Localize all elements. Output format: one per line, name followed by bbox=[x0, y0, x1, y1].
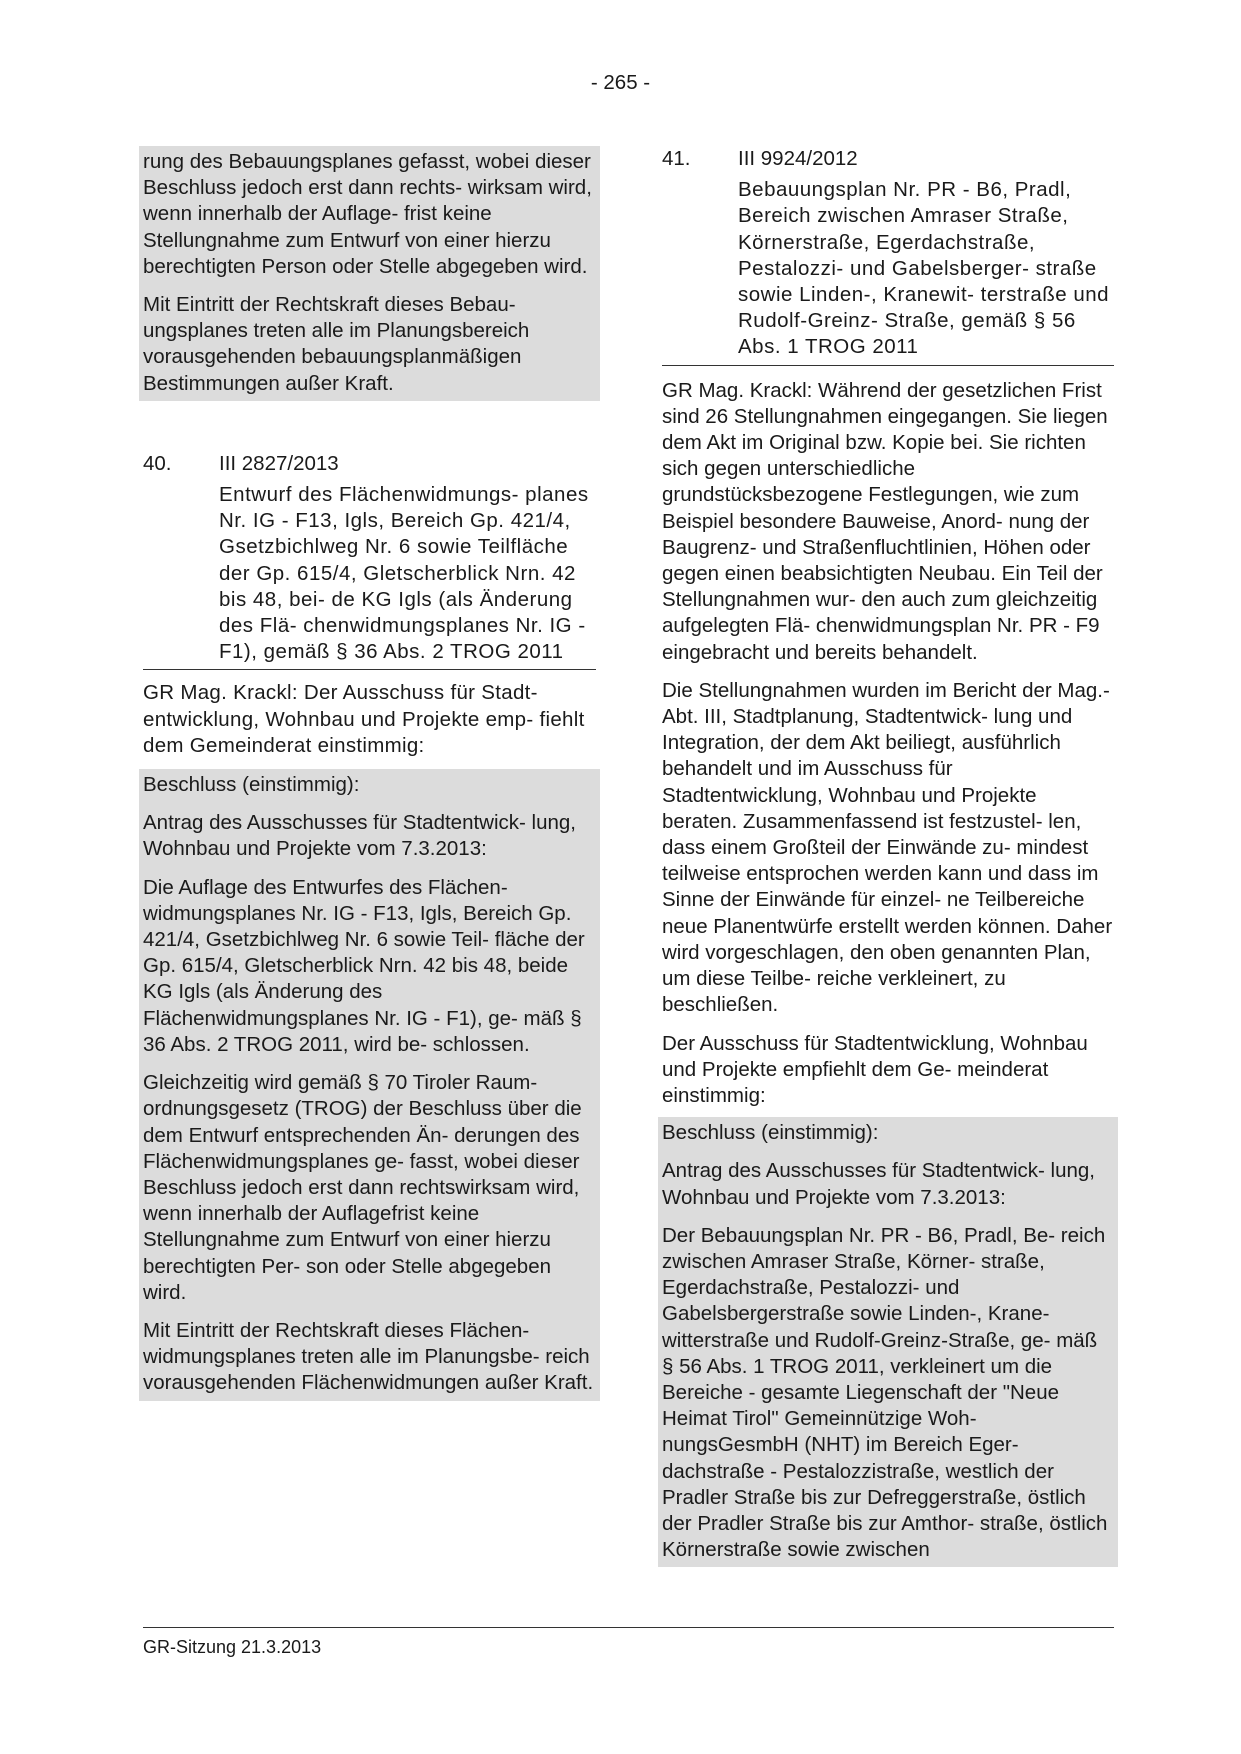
item-number: 40. bbox=[143, 451, 172, 475]
resolution-block bbox=[139, 769, 600, 1400]
resolution-heading: Beschluss (einstimmig): bbox=[662, 1121, 879, 1145]
continued-paragraph-1: rung des Bebauungsplanes gefasst, wobei dieser Beschluss jedoch erst dann rechts- wirksam wird, wenn innerhalb der Auflage- frist keine Stellungnahme zum Entwurf von einer hierzu berechtigten Person oder Stelle abgegeben wird. bbox=[143, 150, 592, 278]
footer-session-date: GR-Sitzung 21.3.2013 bbox=[143, 1637, 322, 1657]
footer-divider bbox=[143, 1627, 1114, 1628]
resolution-heading: Beschluss (einstimmig): bbox=[143, 773, 360, 797]
resolution-paragraph-1: Die Auflage des Entwurfes des Flächen- widmungsplanes Nr. IG - F13, Igls, Bereich Gp. 421/4, Gsetzbichlweg Nr. 6 sowie Teil- fläche der Gp. 615/4, Gletscherblick Nrn. 42 bis 48, beide KG Igls (als Änderung des Flächenwidmungsplanes Nr. IG - F1), ge- mäß § 36 Abs. 2 TROG 2011, wird be- schlossen. bbox=[143, 875, 585, 1056]
right-column bbox=[662, 146, 1114, 1567]
item-reference: III 9924/2012 bbox=[738, 147, 858, 170]
speaker-paragraph: GR Mag. Krackl: Während der gesetzlichen Frist sind 26 Stellungnahmen eingegangen. Sie liegen dem Akt im Original bzw. Kopie bei. Sie richten sich gegen unterschiedliche grundstücksbezogene Festlegungen, wie zum Beispiel besondere Bauweise, Anord- nung der Baugrenz- und Straßenfluchtlinien, Höhen oder gegen einen beabsichtigten Neubau. Ein Teil der Stellungnahmen wur- den auch zum gleichzeitig aufgelegten Flä- chenwidmungsplan Nr. PR - F9 eingebracht und bereits behandelt. bbox=[662, 378, 1108, 664]
agenda-item-40 bbox=[143, 451, 596, 671]
resolution-paragraph-1: Der Bebauungsplan Nr. PR - B6, Pradl, Be- reich zwischen Amraser Straße, Körner- straße, Egerdachstraße, Pestalozzi- und Gabelsbergerstraße sowie Linden-, Krane- witterstraße und Rudolf-Greinz-Straße, ge- mäß § 56 Abs. 1 TROG 2011, verkleinert um die Bereiche - gesamte Liegenschaft der "Neue Heimat Tirol" Gemeinnützige Woh- nungsGesmbH (NHT) im Bereich Eger- dachstraße - Pestalozzistraße, westlich der Pradler Straße bis zur Defreggerstraße, östlich der Pradler Straße bis zur Amthor- straße, östlich Körnerstraße sowie zwischen bbox=[662, 1223, 1108, 1562]
resolution-paragraph-2: Gleichzeitig wird gemäß § 70 Tiroler Raum- ordnungsgesetz (TROG) der Beschluss über die dem Entwurf entsprechenden Än- derungen des Flächenwidmungsplanes ge- fasst, wobei dieser Beschluss jedoch erst dann rechtswirksam wird, wenn innerhalb der Auflagefrist keine Stellungnahme zum Entwurf von einer hierzu berechtigten Per- son oder Stelle abgegeben wird. bbox=[143, 1071, 582, 1304]
item-title: Bebauungsplan Nr. PR - B6, Pradl, Bereich zwischen Amraser Straße, Körnerstraße, Egerdachstraße, Pestalozzi- und Gabelsberger- straße sowie Linden-, Kranewit- terstraße und Rudolf-Greinz- Straße, gemäß § 56 Abs. 1 TROG 2011 bbox=[662, 177, 1114, 365]
agenda-item-41 bbox=[662, 146, 1114, 366]
resolution-block bbox=[658, 1117, 1118, 1567]
continued-resolution-block bbox=[139, 146, 600, 401]
item-reference: III 2827/2013 bbox=[219, 451, 339, 475]
speaker-paragraph: GR Mag. Krackl: Der Ausschuss für Stadt- entwicklung, Wohnbau und Projekte emp- fiehlt dem Gemeinderat einstimmig: bbox=[143, 681, 585, 757]
item-title: Entwurf des Flächenwidmungs- planes Nr. IG - F13, Igls, Bereich Gp. 421/4, Gsetzbichlweg Nr. 6 sowie Teilfläche der Gp. 615/4, Gletscherblick Nrn. 42 bis 48, bei- de KG Igls (als Änderung des Flä- chenwidmungsplanes Nr. IG - F1), gemäß § 36 Abs. 2 TROG 2011 bbox=[143, 482, 596, 670]
motion-paragraph: Antrag des Ausschusses für Stadtentwick- lung, Wohnbau und Projekte vom 7.3.2013: bbox=[143, 811, 577, 861]
report-paragraph: Die Stellungnahmen wurden im Bericht der Mag.-Abt. III, Stadtplanung, Stadtentwick- lung und Integration, der dem Akt beiliegt, ausführlich behandelt und im Ausschuss für Stadtentwicklung, Wohnbau und Projekte beraten. Zusammenfassend ist festzustel- len, dass einem Großteil der Einwände zu- mindest teilweise entsprochen werden kann und dass im Sinne der Einwände für einzel- ne Teilbereiche neue Planentwürfe erstellt werden können. Daher wird vorgeschlagen, den oben genannten Plan, um diese Teilbe- reiche verkleinert, zu beschließen. bbox=[662, 678, 1113, 1017]
left-column bbox=[143, 146, 596, 1401]
continued-paragraph-2: Mit Eintritt der Rechtskraft dieses Bebau- ungsplanes treten alle im Planungsbereich vorausgehenden bebauungsplanmäßigen Bestimmungen außer Kraft. bbox=[143, 293, 530, 395]
motion-paragraph: Antrag des Ausschusses für Stadtentwick- lung, Wohnbau und Projekte vom 7.3.2013: bbox=[662, 1159, 1096, 1209]
committee-paragraph: Der Ausschuss für Stadtentwicklung, Wohnbau und Projekte empfiehlt dem Ge- meinderat einstimmig: bbox=[662, 1031, 1088, 1107]
page-number: - 265 - bbox=[590, 71, 651, 94]
resolution-paragraph-3: Mit Eintritt der Rechtskraft dieses Flächen- widmungsplanes treten alle im Planungsbe- reich vorausgehenden Flächenwidmungen außer Kraft. bbox=[143, 1318, 594, 1395]
item-number: 41. bbox=[662, 147, 691, 170]
